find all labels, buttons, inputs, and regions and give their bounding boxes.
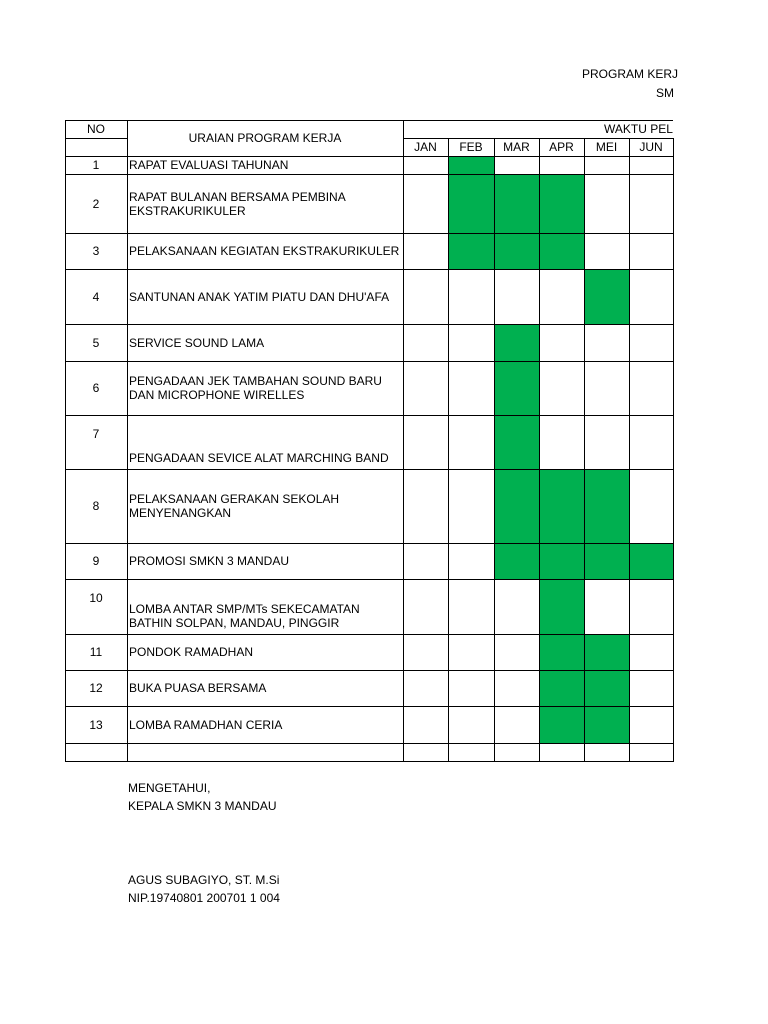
active-month-cell <box>584 706 629 743</box>
row-border <box>65 469 673 470</box>
row-description <box>129 336 264 350</box>
month-column-border <box>629 138 630 762</box>
row-description <box>129 190 346 218</box>
row-number: 10 <box>89 591 103 605</box>
active-month-cell <box>494 324 539 361</box>
row-description <box>129 374 382 402</box>
document-title: PROGRAM KERJ <box>582 67 679 81</box>
row-number: 4 <box>92 290 100 304</box>
row-number: 7 <box>92 427 100 441</box>
row-description <box>129 492 339 520</box>
description-line: DAN MICROPHONE WIRELLES <box>129 388 305 402</box>
active-month-cell <box>494 543 539 579</box>
active-month-cell <box>539 634 584 670</box>
active-month-cell <box>539 706 584 743</box>
header-month: FEB <box>459 140 483 154</box>
row-border <box>65 543 673 544</box>
active-month-cell <box>539 469 584 543</box>
active-month-cell <box>448 174 494 233</box>
row-description <box>129 681 266 695</box>
row-number: 3 <box>92 244 100 258</box>
acknowledged-label: MENGETAHUI, <box>128 781 211 795</box>
row-border <box>65 743 673 744</box>
active-month-cell <box>584 670 629 706</box>
row-description <box>129 451 389 465</box>
row-number: 5 <box>92 336 100 350</box>
header-divider <box>403 138 673 139</box>
row-number: 6 <box>92 381 100 395</box>
row-description <box>129 244 399 258</box>
description-line: SANTUNAN ANAK YATIM PIATU DAN DHU'AFA <box>129 290 390 304</box>
month-column-border <box>494 138 495 762</box>
active-month-cell <box>494 174 539 233</box>
header-month: MEI <box>595 140 618 154</box>
column-border <box>127 120 128 762</box>
month-column-border <box>448 138 449 762</box>
active-month-cell <box>584 543 629 579</box>
row-number: 11 <box>89 645 103 659</box>
active-month-cell <box>584 634 629 670</box>
active-month-cell <box>584 269 629 324</box>
column-border <box>403 120 404 762</box>
description-line: PENGADAAN JEK TAMBAHAN SOUND BARU <box>129 374 382 388</box>
description-line: SERVICE SOUND LAMA <box>129 336 265 350</box>
month-column-border <box>584 138 585 762</box>
row-border <box>65 269 673 270</box>
row-border <box>65 634 673 635</box>
active-month-cell <box>539 233 584 269</box>
active-month-cell <box>494 415 539 469</box>
header-month: APR <box>549 140 574 154</box>
row-number: 12 <box>89 681 103 695</box>
active-month-cell <box>494 469 539 543</box>
description-line: PONDOK RAMADHAN <box>129 645 254 659</box>
header-month: JAN <box>414 140 437 154</box>
active-month-cell <box>539 174 584 233</box>
column-border <box>65 120 66 762</box>
description-line: RAPAT EVALUASI TAHUNAN <box>129 158 289 172</box>
row-description <box>129 158 288 172</box>
row-border <box>65 670 673 671</box>
header-time: WAKTU PEL <box>604 122 673 136</box>
row-border <box>65 579 673 580</box>
description-line: RAPAT BULANAN BERSAMA PEMBINA <box>129 190 346 204</box>
row-description <box>129 554 289 568</box>
description-line: MENYENANGKAN <box>129 506 232 520</box>
description-line: BUKA PUASA BERSAMA <box>129 681 267 695</box>
row-description <box>129 645 253 659</box>
description-line: BATHIN SOLPAN, MANDAU, PINGGIR <box>129 616 340 630</box>
row-border <box>65 415 673 416</box>
active-month-cell <box>539 543 584 579</box>
row-number: 2 <box>92 197 100 211</box>
header-month: JUN <box>639 140 663 154</box>
row-border <box>65 761 673 762</box>
month-column-border <box>539 138 540 762</box>
active-month-cell <box>494 361 539 415</box>
row-border <box>65 174 673 175</box>
description-line: LOMBA RAMADHAN CERIA <box>129 718 283 732</box>
header-divider <box>65 138 127 139</box>
table-border-top <box>65 120 673 121</box>
description-line: PELAKSANAAN GERAKAN SEKOLAH <box>129 492 340 506</box>
principal-nip: NIP.19740801 200701 1 004 <box>128 891 280 905</box>
row-description <box>129 602 360 630</box>
row-description <box>129 290 389 304</box>
principal-name: AGUS SUBAGIYO, ST. M.Si <box>128 873 280 887</box>
active-month-cell <box>539 579 584 634</box>
month-column-border <box>673 138 674 762</box>
row-number: 9 <box>92 554 100 568</box>
row-number: 8 <box>92 499 100 513</box>
row-border <box>65 324 673 325</box>
active-month-cell <box>584 469 629 543</box>
row-border <box>65 361 673 362</box>
principal-position: KEPALA SMKN 3 MANDAU <box>128 799 277 813</box>
row-border <box>65 233 673 234</box>
description-line: PENGADAAN SEVICE ALAT MARCHING BAND <box>129 451 389 465</box>
description-line: LOMBA ANTAR SMP/MTs SEKECAMATAN <box>129 602 360 616</box>
row-border <box>65 156 673 157</box>
header-description: URAIAN PROGRAM KERJA <box>188 131 342 145</box>
description-line: EKSTRAKURIKULER <box>129 204 246 218</box>
description-line: PROMOSI SMKN 3 MANDAU <box>129 554 290 568</box>
active-month-cell <box>494 233 539 269</box>
row-description <box>129 718 282 732</box>
active-month-cell <box>448 233 494 269</box>
active-month-cell <box>629 543 673 579</box>
header-month: MAR <box>503 140 530 154</box>
row-border <box>65 706 673 707</box>
description-line: PELAKSANAAN KEGIATAN EKSTRAKURIKULER <box>129 244 400 258</box>
header-no: NO <box>87 122 105 136</box>
active-month-cell <box>539 670 584 706</box>
document-subtitle: SM <box>656 86 674 100</box>
row-number: 1 <box>92 158 100 172</box>
row-number: 13 <box>89 718 103 732</box>
active-month-cell <box>448 156 494 174</box>
